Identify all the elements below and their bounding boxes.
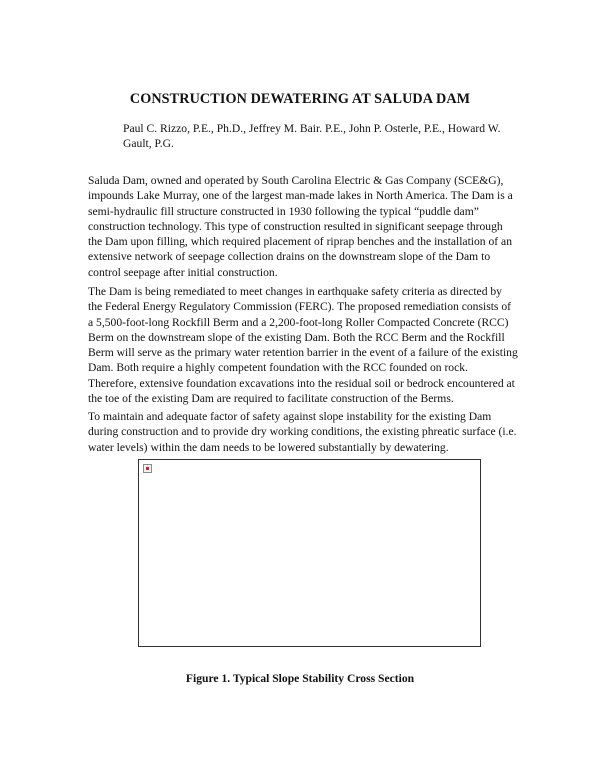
- figure-1-frame: [138, 459, 481, 647]
- body-paragraph-2: The Dam is being remediated to meet changes in earthquake safety criteria as directed by the Federal Energy Regulatory Commission (FERC). The proposed remediation consists of a 5,500-foot-long Rockfill Berm and a 2,200-foot-long Roller Compacted Concrete (RCC) Berm on the downstream slope of the existing Dam. Both the RCC Berm and the Rockfill Berm will serve as the primary water retention barrier in the event of a failure of the existing Dam. Both require a highly competent foundation with the RCC founded on rock. Therefore, extensive foundation excavations into the residual soil or bedrock encountered at the toe of the existing Dam are required to facilitate construction of the Berms.: [88, 285, 518, 406]
- paper-title: CONSTRUCTION DEWATERING AT SALUDA DAM: [129, 91, 471, 107]
- body-paragraph-1: Saluda Dam, owned and operated by South Carolina Electric & Gas Company (SCE&G), impounds Lake Murray, one of the largest man-made lakes in North America. The Dam is a semi-hydraulic fill structure constructed in 1930 following the typical “puddle dam” construction technology. This type of construction resulted in significant seepage through the Dam upon filling, which required placement of riprap benches and the installation of an extensive network of seepage collection drains on the downstream slope of the Dam to control seepage after initial construction.: [88, 174, 513, 279]
- author-list: Paul C. Rizzo, P.E., Ph.D., Jeffrey M. Bair. P.E., John P. Osterle, P.E., Howard W. Gault, P.G.: [123, 122, 501, 150]
- broken-image-icon: [143, 464, 152, 473]
- body-paragraph-3: To maintain and adequate factor of safety against slope instability for the existing Dam during construction and to provide dry working conditions, the existing phreatic surface (i.e. water levels) within the dam needs to be lowered substantially by dewatering.: [88, 410, 517, 454]
- figure-1-caption: Figure 1. Typical Slope Stability Cross Section: [185, 672, 415, 685]
